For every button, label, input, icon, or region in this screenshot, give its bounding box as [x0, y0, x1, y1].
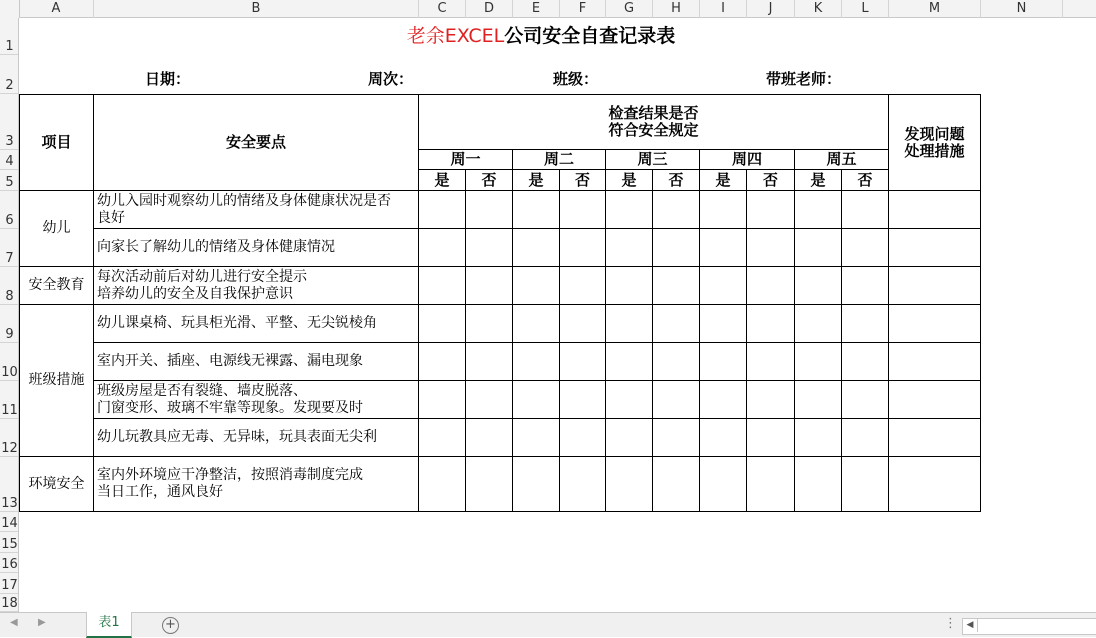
check-cell[interactable]: [560, 267, 606, 305]
check-cell[interactable]: [653, 229, 700, 267]
safety-point-cell[interactable]: [94, 305, 419, 343]
check-cell[interactable]: [466, 267, 513, 305]
check-cell[interactable]: [513, 419, 560, 457]
row-header[interactable]: 8: [0, 267, 19, 305]
header-no[interactable]: 否: [653, 170, 700, 191]
column-header-i[interactable]: I: [700, 0, 747, 18]
column-header-g[interactable]: G: [606, 0, 653, 18]
header-item[interactable]: 项目: [19, 94, 94, 191]
safety-point-line: 幼儿玩教具应无毒、无异味，玩具表面无尖利: [97, 429, 377, 445]
safety-point-line: 当日工作，通风良好: [97, 484, 223, 500]
row-header[interactable]: 13: [0, 457, 19, 512]
check-cell[interactable]: [419, 191, 466, 229]
header-yes[interactable]: 是: [795, 170, 842, 191]
column-header-j[interactable]: J: [747, 0, 795, 18]
group-class-measures[interactable]: 班级措施: [19, 305, 94, 457]
check-cell[interactable]: [653, 381, 700, 419]
row-header[interactable]: 12: [0, 419, 19, 457]
check-cell[interactable]: [700, 267, 747, 305]
title-brand: 老余EXCEL: [406, 25, 505, 47]
row-header[interactable]: 6: [0, 191, 19, 229]
check-cell[interactable]: [795, 457, 842, 512]
check-cell[interactable]: [513, 343, 560, 381]
header-day-fri[interactable]: 周五: [795, 150, 889, 170]
row-header[interactable]: 7: [0, 229, 19, 267]
row-header[interactable]: 10: [0, 343, 19, 381]
safety-point-line: 向家长了解幼儿的情绪及身体健康情况: [97, 239, 335, 255]
column-header-e[interactable]: E: [513, 0, 560, 18]
row-header[interactable]: 3: [0, 94, 19, 150]
check-cell[interactable]: [747, 457, 795, 512]
column-header-h[interactable]: H: [653, 0, 700, 18]
check-cell[interactable]: [606, 343, 653, 381]
check-cell[interactable]: [466, 419, 513, 457]
title-text: 公司安全自查记录表: [504, 25, 676, 47]
safety-point-line: 幼儿入园时观察幼儿的情绪及身体健康状况是否: [97, 192, 391, 209]
check-cell[interactable]: [795, 267, 842, 305]
column-header-b[interactable]: B: [94, 0, 419, 18]
column-header-bar: [0, 0, 1096, 18]
check-cell[interactable]: [419, 229, 466, 267]
check-cell[interactable]: [747, 229, 795, 267]
check-cell[interactable]: [653, 343, 700, 381]
column-header-m[interactable]: M: [889, 0, 981, 18]
check-cell[interactable]: [606, 229, 653, 267]
measure-cell[interactable]: [889, 343, 981, 381]
row-header[interactable]: 2: [0, 55, 19, 94]
header-day-thu[interactable]: 周四: [700, 150, 795, 170]
column-header-k[interactable]: K: [795, 0, 842, 18]
measure-cell[interactable]: [889, 419, 981, 457]
header-no[interactable]: 否: [560, 170, 606, 191]
safety-point-cell[interactable]: [94, 419, 419, 457]
row-header-bar: [0, 18, 19, 612]
header-no[interactable]: 否: [466, 170, 513, 191]
measure-cell[interactable]: [889, 191, 981, 229]
check-cell[interactable]: [842, 343, 889, 381]
check-cell[interactable]: [513, 381, 560, 419]
group-children[interactable]: 幼儿: [19, 191, 94, 267]
check-cell[interactable]: [513, 305, 560, 343]
header-safety-points[interactable]: 安全要点: [94, 94, 419, 191]
measure-cell[interactable]: [889, 381, 981, 419]
check-cell[interactable]: [606, 457, 653, 512]
row-header[interactable]: 17: [0, 573, 19, 594]
check-cell[interactable]: [606, 419, 653, 457]
check-cell[interactable]: [747, 305, 795, 343]
splitter-dots-icon[interactable]: ⋮: [944, 616, 957, 631]
check-cell[interactable]: [700, 191, 747, 229]
check-cell[interactable]: [842, 229, 889, 267]
check-cell[interactable]: [560, 457, 606, 512]
check-cell[interactable]: [842, 457, 889, 512]
date-label: 日期：: [145, 69, 191, 88]
check-cell[interactable]: [747, 343, 795, 381]
header-day-mon[interactable]: 周一: [419, 150, 513, 170]
check-cell[interactable]: [466, 343, 513, 381]
safety-point-line: 良好: [97, 209, 125, 226]
safety-point-line: 每次活动前后对幼儿进行安全提示: [97, 268, 307, 285]
measure-cell[interactable]: [889, 305, 981, 343]
row-header[interactable]: 5: [0, 170, 19, 191]
check-cell[interactable]: [560, 305, 606, 343]
worksheet-grid[interactable]: [19, 18, 1096, 612]
safety-point-line: 室内开关、插座、电源线无裸露、漏电现象: [97, 353, 363, 369]
check-cell[interactable]: [795, 229, 842, 267]
header-day-wed[interactable]: 周三: [606, 150, 700, 170]
check-cell[interactable]: [653, 267, 700, 305]
check-cell[interactable]: [466, 305, 513, 343]
check-cell[interactable]: [606, 267, 653, 305]
column-header-d[interactable]: D: [466, 0, 513, 18]
safety-point-line: 室内外环境应干净整洁，按照消毒制度完成: [97, 467, 363, 483]
check-cell[interactable]: [747, 419, 795, 457]
check-cell[interactable]: [513, 229, 560, 267]
check-cell[interactable]: [606, 191, 653, 229]
column-header-f[interactable]: F: [560, 0, 606, 18]
check-cell[interactable]: [700, 381, 747, 419]
check-cell[interactable]: [842, 419, 889, 457]
check-cell[interactable]: [842, 381, 889, 419]
row-header[interactable]: 11: [0, 381, 19, 419]
class-label: 班级：: [553, 69, 599, 88]
safety-point-cell[interactable]: [94, 381, 419, 419]
check-cell[interactable]: [795, 419, 842, 457]
check-cell[interactable]: [747, 267, 795, 305]
header-no[interactable]: 否: [842, 170, 889, 191]
header-yes[interactable]: 是: [419, 170, 466, 191]
check-cell[interactable]: [419, 305, 466, 343]
check-cell[interactable]: [795, 343, 842, 381]
safety-point-line: 门窗变形、玻璃不牢靠等现象。发现要及时: [97, 399, 363, 416]
row-header[interactable]: 16: [0, 553, 19, 573]
check-cell[interactable]: [513, 191, 560, 229]
check-cell[interactable]: [606, 381, 653, 419]
header-no[interactable]: 否: [747, 170, 795, 191]
row-header[interactable]: 9: [0, 305, 19, 343]
check-cell[interactable]: [700, 343, 747, 381]
measure-cell[interactable]: [889, 229, 981, 267]
header-measures[interactable]: [889, 94, 981, 191]
check-cell[interactable]: [700, 419, 747, 457]
check-cell[interactable]: [795, 381, 842, 419]
sheet-tab-bar: [0, 612, 1096, 637]
header-yes[interactable]: 是: [606, 170, 653, 191]
measure-cell[interactable]: [889, 267, 981, 305]
check-cell[interactable]: [466, 457, 513, 512]
column-header-l[interactable]: L: [842, 0, 889, 18]
header-check-result[interactable]: [419, 94, 889, 150]
header-check-result-line2: 符合安全规定: [608, 121, 699, 139]
check-cell[interactable]: [700, 305, 747, 343]
select-all-corner[interactable]: [0, 0, 20, 18]
tab-scroll-right-icon[interactable]: ▶: [38, 617, 46, 628]
safety-point-line: 幼儿课桌椅、玩具柜光滑、平整、无尖锐棱角: [97, 315, 377, 331]
safety-point-line: 班级房屋是否有裂缝、墙皮脱落、: [97, 382, 307, 399]
check-cell[interactable]: [842, 267, 889, 305]
row-header[interactable]: 14: [0, 512, 19, 532]
check-cell[interactable]: [653, 305, 700, 343]
check-cell[interactable]: [653, 419, 700, 457]
check-cell[interactable]: [700, 229, 747, 267]
teacher-label: 带班老师：: [766, 69, 842, 88]
horizontal-scrollbar[interactable]: [962, 618, 1096, 635]
measure-cell[interactable]: [889, 457, 981, 512]
safety-point-cell[interactable]: [94, 267, 419, 305]
check-cell[interactable]: [795, 305, 842, 343]
check-cell[interactable]: [560, 381, 606, 419]
header-measures-line1: 发现问题: [904, 124, 965, 143]
safety-point-line: 培养幼儿的安全及自我保护意识: [97, 285, 293, 302]
check-cell[interactable]: [466, 229, 513, 267]
check-cell[interactable]: [419, 267, 466, 305]
header-yes[interactable]: 是: [513, 170, 560, 191]
row-header[interactable]: 18: [1, 596, 18, 611]
check-cell[interactable]: [747, 191, 795, 229]
check-cell[interactable]: [606, 305, 653, 343]
check-cell[interactable]: [842, 191, 889, 229]
safety-point-cell[interactable]: [94, 229, 419, 267]
column-header-c[interactable]: C: [419, 0, 466, 18]
row-header[interactable]: 15: [0, 532, 19, 553]
group-safety-education[interactable]: 安全教育: [19, 267, 94, 305]
header-day-tue[interactable]: 周二: [513, 150, 606, 170]
check-cell[interactable]: [466, 191, 513, 229]
column-header-n[interactable]: N: [981, 0, 1063, 18]
check-cell[interactable]: [419, 457, 466, 512]
header-check-result-line1: 检查结果是否: [608, 104, 699, 122]
safety-point-cell[interactable]: [94, 343, 419, 381]
check-cell[interactable]: [842, 305, 889, 343]
check-cell[interactable]: [513, 457, 560, 512]
check-cell[interactable]: [419, 381, 466, 419]
check-cell[interactable]: [653, 457, 700, 512]
check-cell[interactable]: [747, 381, 795, 419]
check-cell[interactable]: [513, 267, 560, 305]
add-sheet-icon[interactable]: +: [162, 617, 179, 634]
header-yes[interactable]: 是: [700, 170, 747, 191]
check-cell[interactable]: [560, 191, 606, 229]
group-environment-safety[interactable]: 环境安全: [19, 457, 94, 512]
check-cell[interactable]: [700, 457, 747, 512]
scroll-left-icon[interactable]: ◀: [963, 619, 978, 632]
week-label: 周次：: [368, 69, 414, 88]
safety-point-cell[interactable]: [94, 191, 419, 229]
check-cell[interactable]: [466, 381, 513, 419]
check-cell[interactable]: [560, 229, 606, 267]
row-header[interactable]: 4: [0, 150, 19, 170]
sheet-tab-1[interactable]: 表1: [86, 612, 132, 638]
check-cell[interactable]: [419, 419, 466, 457]
check-cell[interactable]: [653, 191, 700, 229]
row-header[interactable]: 1: [0, 18, 19, 55]
header-measures-line2: 处理措施: [904, 141, 965, 160]
column-header-a[interactable]: A: [19, 0, 94, 18]
check-cell[interactable]: [795, 191, 842, 229]
safety-point-cell[interactable]: [94, 457, 419, 512]
tab-scroll-left-icon[interactable]: ◀: [10, 617, 18, 628]
check-cell[interactable]: [560, 343, 606, 381]
sheet-title[interactable]: [19, 18, 1063, 55]
check-cell[interactable]: [560, 419, 606, 457]
check-cell[interactable]: [419, 343, 466, 381]
